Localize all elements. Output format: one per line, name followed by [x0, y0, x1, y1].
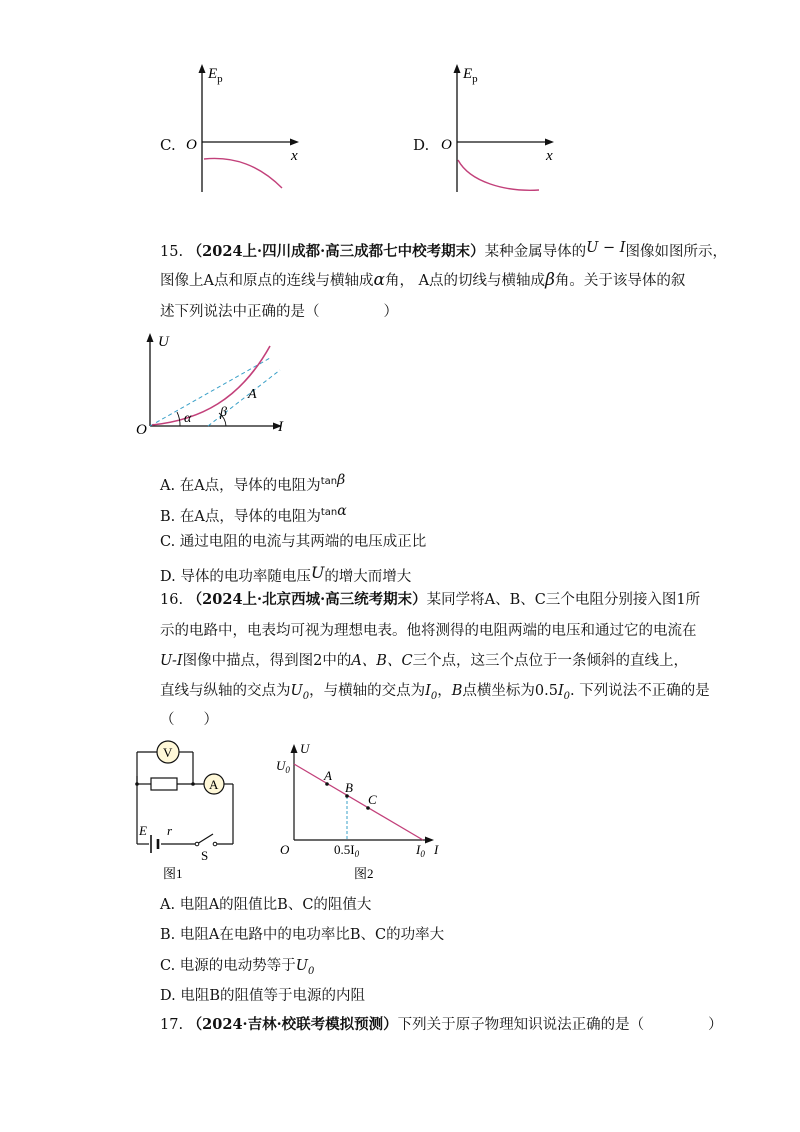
q17-line1: 17. （2024·吉林·校联考模拟预测）下列关于原子物理知识说法正确的是（ ）	[160, 1016, 723, 1033]
svg-text:U: U	[158, 334, 169, 350]
svg-text:I: I	[434, 842, 439, 857]
svg-text:U0: $U_0$	[276, 758, 290, 775]
q16-circuit-figure	[125, 732, 245, 884]
svg-text:O: O	[136, 422, 147, 438]
q16-option-a[interactable]: A. 电阻A的阻值比B、C的阻值大	[160, 897, 372, 913]
graph-c	[180, 60, 310, 200]
q17-source: （2024·吉林·校联考模拟预测）	[187, 1016, 398, 1033]
q15-tangent-line	[208, 370, 280, 426]
svg-text:图1: 图1	[163, 866, 183, 881]
svg-text:α: α	[184, 411, 192, 426]
q15-option-b[interactable]: B. 在A点，导体的电阻为$^{tan}$α	[160, 503, 347, 525]
q16-option-c[interactable]: C. 电源的电动势等于$U_0$	[160, 958, 315, 977]
q16-line4: 直线与纵轴的交点为$U_0$，与横轴的交点为$I_0$，B点横坐标为$0.5I_0$. 下列说法不正确的是	[160, 683, 710, 702]
q17-number: 17.	[160, 1017, 184, 1033]
graph-c-origin: O	[186, 137, 197, 153]
q15-option-c[interactable]: C. 通过电阻的电流与其两端的电压成正比	[160, 534, 427, 550]
svg-text:I: I	[278, 419, 283, 435]
q15-line1: 15. （2024上·四川成都·高三成都七中校考期末）某种金属导体的U − I图像如图所示，	[160, 240, 727, 260]
graph-c-x-label: x	[291, 148, 298, 164]
q15-line2: 图像上A点和原点的连线与横轴成α角， A点的切线与横轴成β角。关于该导体的叙	[160, 270, 686, 290]
q15-curve	[152, 346, 270, 425]
q15-line3: 述下列说法中正确的是（ ）	[160, 304, 398, 320]
svg-text:B: B	[345, 780, 353, 795]
svg-text:I0: $I_0$	[416, 842, 425, 859]
q16-line3: U-I图像中描点，得到图2中的A、B、C三个点，这三个点位于一条倾斜的直线上，	[160, 653, 689, 669]
q16-line	[294, 764, 423, 840]
svg-text:r: r	[167, 823, 173, 838]
q16-line1: 16. （2024上·北京西城·高三统考期末）某同学将A、B、C三个电阻分别接入图1所	[160, 591, 701, 608]
q16-ui-line-figure	[270, 740, 450, 888]
q16-number: 16.	[160, 592, 184, 608]
option-d-label: D.	[413, 136, 430, 154]
q15-source: （2024上·四川成都·高三成都七中校考期末）	[187, 243, 485, 260]
q15-option-d[interactable]: D. 导体的电功率随电压U的增大而增大	[160, 563, 412, 585]
graph-c-y-label: $E_p$	[208, 66, 223, 85]
svg-text:S: S	[201, 848, 209, 863]
svg-text:A: A	[209, 777, 219, 792]
graph-d-curve	[458, 160, 539, 190]
svg-text:E: E	[139, 823, 147, 838]
svg-text:β: β	[220, 405, 227, 420]
svg-text:U: U	[300, 741, 310, 756]
q15-ui-graph	[130, 328, 300, 440]
graph-d	[435, 60, 565, 200]
svg-text:O: O	[280, 842, 290, 857]
q16-line2: 示的电路中，电表均可视为理想电表。他将测得的电阻两端的电压和通过它的电流在	[160, 623, 697, 639]
q16-option-d[interactable]: D. 电阻B的阻值等于电源的内阻	[160, 988, 365, 1004]
graph-d-origin: O	[441, 137, 452, 153]
svg-text:0.5I0: $0.5I_0$	[334, 842, 360, 859]
graph-d-x-label: x	[546, 148, 553, 164]
svg-text:V: V	[163, 745, 173, 760]
q16-line5: （ ）	[160, 712, 218, 728]
svg-text:A: A	[324, 768, 332, 783]
q15-option-a[interactable]: A. 在A点，导体的电阻为$^{tan}$β	[160, 472, 346, 494]
graph-c-curve	[204, 158, 282, 188]
q15-ui-symbol: U − I	[586, 240, 626, 256]
svg-text:图2: 图2	[354, 866, 374, 881]
svg-text:C: C	[368, 792, 377, 807]
svg-text:A: A	[248, 387, 257, 402]
q15-number: 15.	[160, 244, 184, 260]
q16-source: （2024上·北京西城·高三统考期末）	[187, 591, 427, 608]
graph-d-y-label: $E_p$	[463, 66, 478, 85]
option-c-label: C.	[160, 136, 176, 154]
q16-option-b[interactable]: B. 电阻A在电路中的电功率比B、C的功率大	[160, 927, 445, 943]
